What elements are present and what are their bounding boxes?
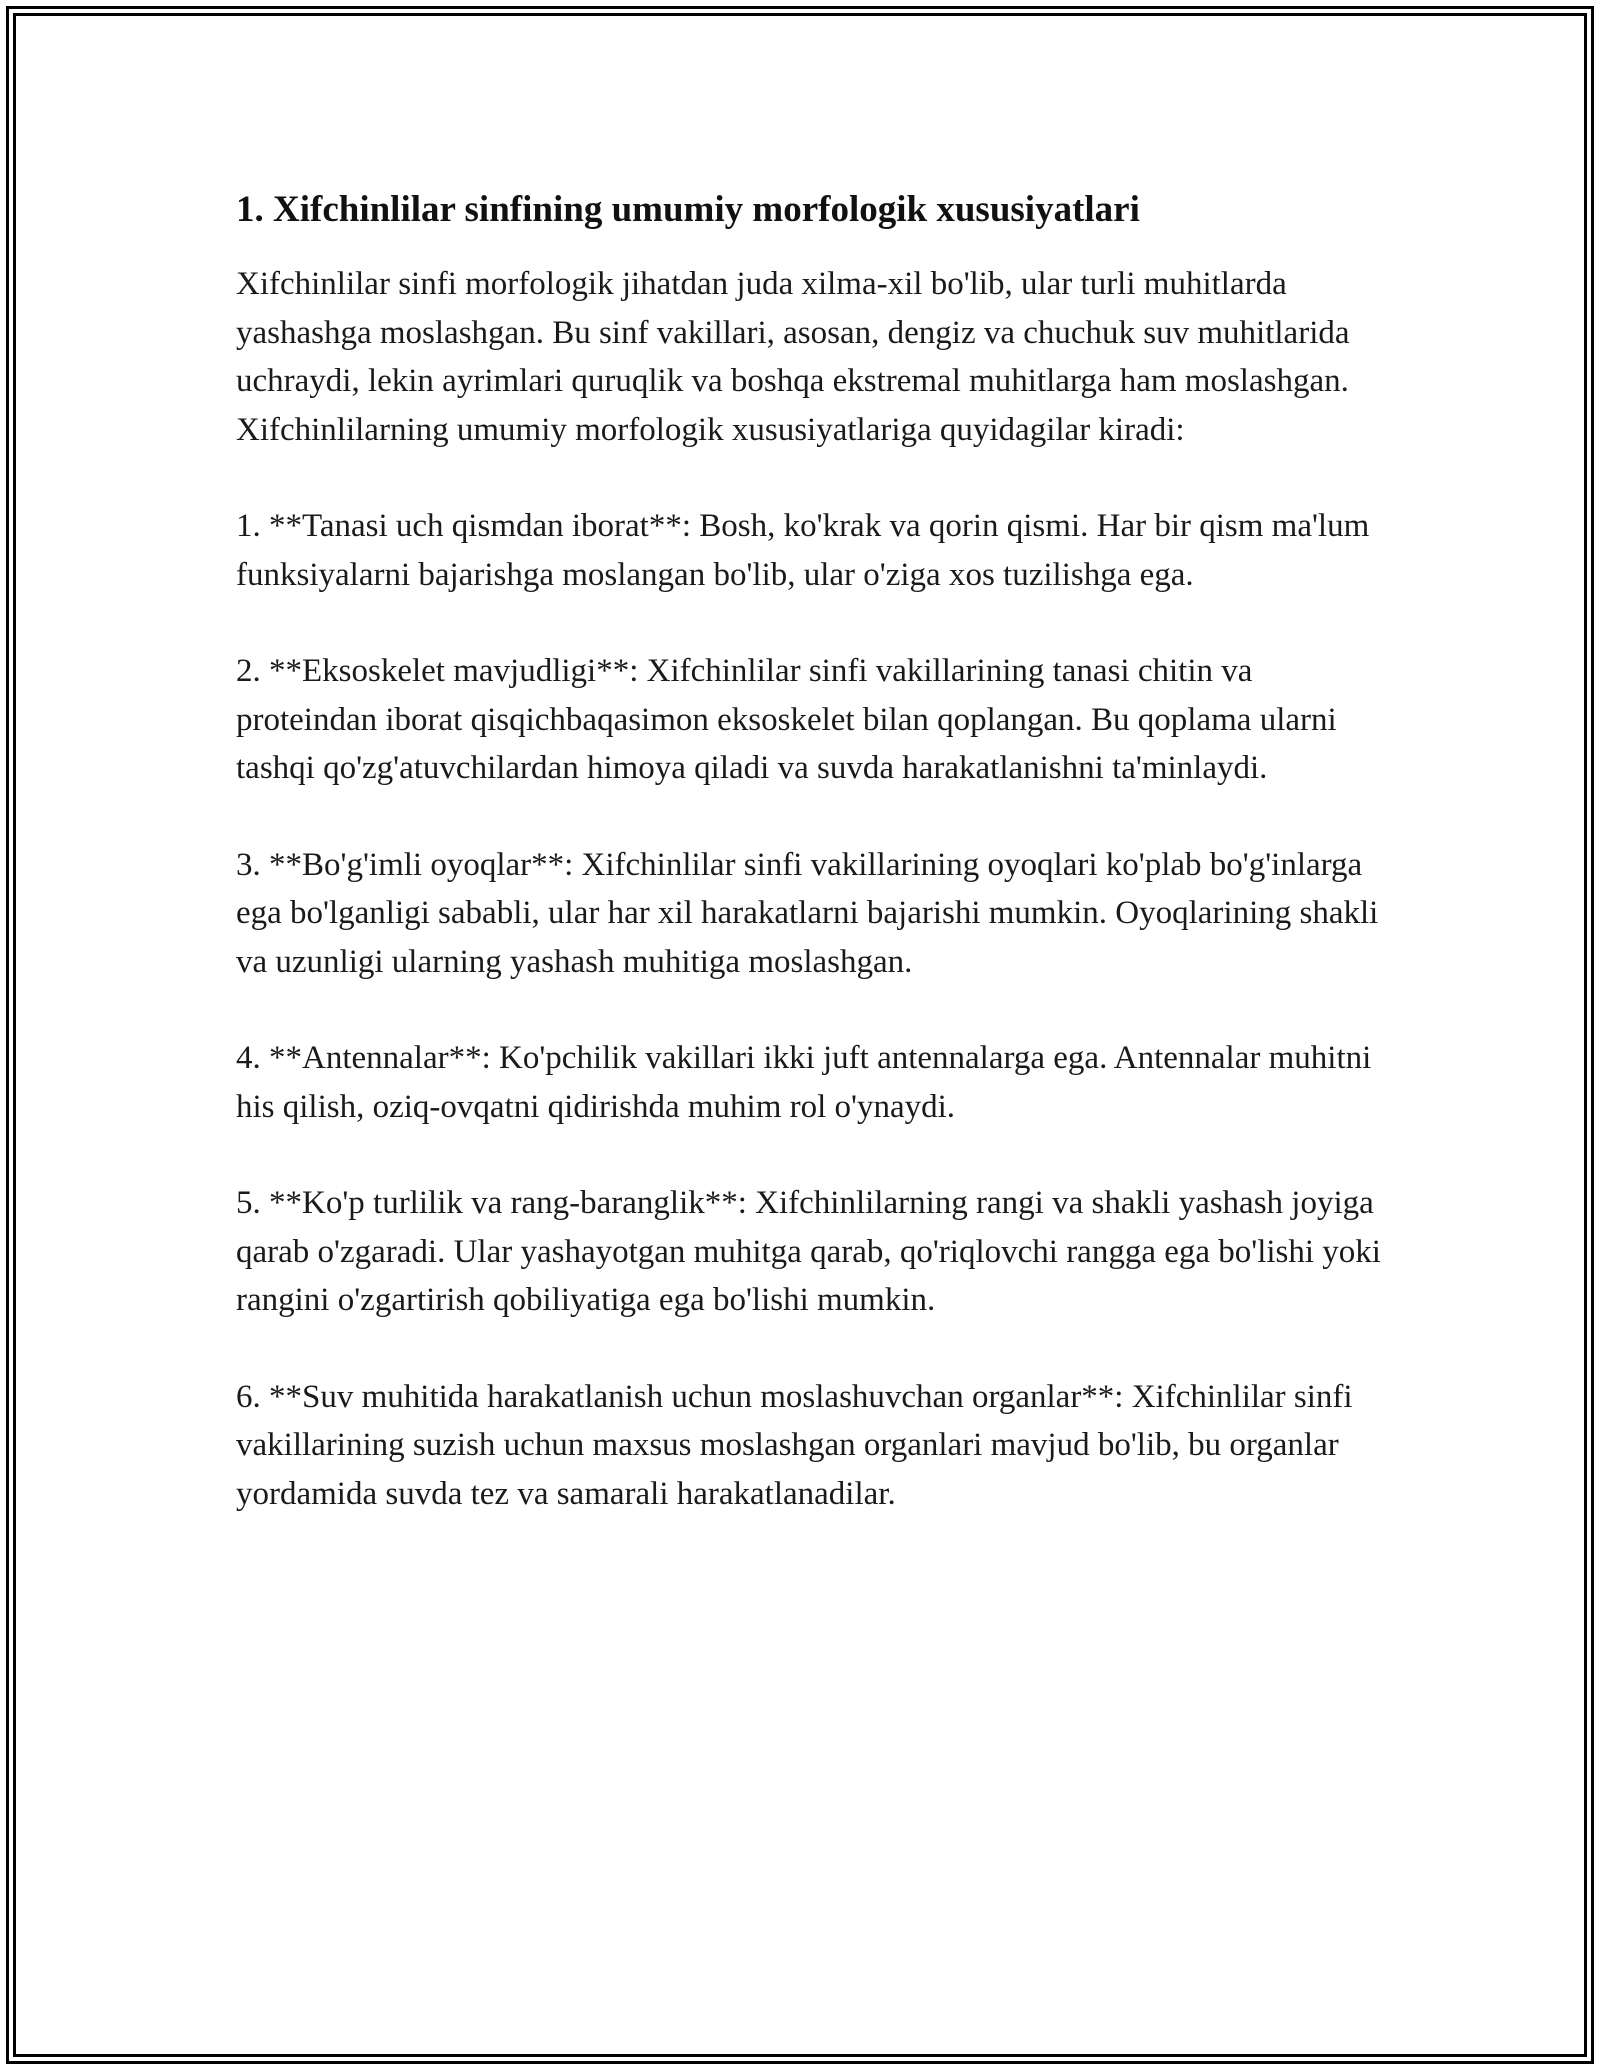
- section-heading: 1. Xifchinlilar sinfining umumiy morfologik xususiyatlari: [236, 189, 1140, 230]
- list-item-2: 2. **Eksoskelet mavjudligi**: Xifchinlilar sinfi vakillarining tanasi chitin va proteindan iborat qisqichbaqasimon eksoskelet bilan qoplangan. Bu qoplama ularni tashqi qo'zg'atuvchilardan himoya qiladi va suvda harakatlanishni ta'minlaydi.: [236, 653, 1337, 786]
- intro-paragraph: Xifchinlilar sinfi morfologik jihatdan juda xilma-xil bo'lib, ular turli muhitlarda yashashga moslashgan. Bu sinf vakillari, asosan, dengiz va chuchuk suv muhitlarida uchraydi, lekin ayrimlari quruqlik va boshqa ekstremal muhitlarga ham moslashgan. Xifchinlilarning umumiy morfologik xususiyatlariga quyidagilar kiradi:: [236, 266, 1350, 448]
- list-item-4: 4. **Antennalar**: Ko'pchilik vakillari ikki juft antennalarga ega. Antennalar muhitni his qilish, oziq-ovqatni qidirishda muhim rol o'ynaydi.: [236, 1040, 1372, 1125]
- list-item-5: 5. **Ko'p turlilik va rang-baranglik**: Xifchinlilarning rangi va shakli yashash joyiga qarab o'zgaradi. Ular yashayotgan muhitga qarab, qo'riqlovchi rangga ega bo'lishi yoki rangini o'zgartirish qobiliyatiga ega bo'lishi mumkin.: [236, 1185, 1381, 1318]
- list-item-1: 1. **Tanasi uch qismdan iborat**: Bosh, ko'krak va qorin qismi. Har bir qism ma'lum funksiyalarni bajarishga moslangan bo'lib, ular o'ziga xos tuzilishga ega.: [236, 508, 1370, 593]
- list-item-3: 3. **Bo'g'imli oyoqlar**: Xifchinlilar sinfi vakillarining oyoqlari ko'plab bo'g'inlarga ega bo'lganligi sababli, ular har xil harakatlarni bajarishi mumkin. Oyoqlarining shakli va uzunligi ularning yashash muhitiga moslashgan.: [236, 846, 1379, 980]
- document-body: [236, 186, 1386, 1566]
- list-item-6: 6. **Suv muhitida harakatlanish uchun moslashuvchan organlar**: Xifchinlilar sinfi vakillarining suzish uchun maxsus moslashgan organlari mavjud bo'lib, bu organlar yordamida suvda tez va samarali harakatlanadilar.: [236, 1378, 1353, 1512]
